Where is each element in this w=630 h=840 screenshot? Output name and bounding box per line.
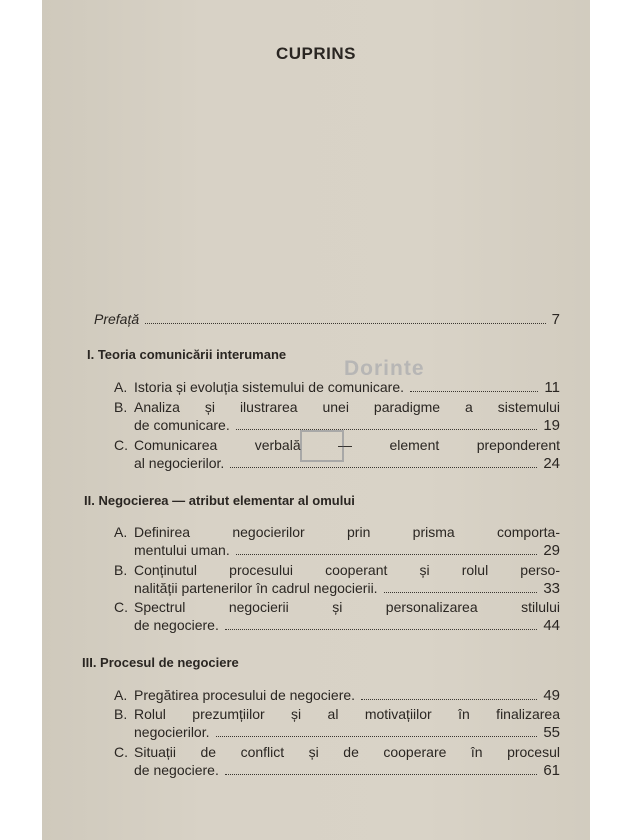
entry-letter: C.	[114, 437, 128, 453]
entry-letter: B.	[114, 562, 128, 578]
watermark: Dorinte	[344, 357, 425, 380]
leader-dots	[384, 592, 538, 593]
entry-letter: A.	[114, 524, 128, 540]
entry-text: Conținutul procesului cooperant și rolul perso-	[134, 562, 560, 578]
entry-letter: A.	[114, 379, 128, 395]
preface-page: 7	[551, 311, 560, 328]
entry-text: Rolul prezumțiilor și al motivațiilor în finalizarea	[134, 706, 560, 722]
entry-text: Definirea negocierilor prin prisma comporta-	[134, 524, 560, 540]
leader-dots	[225, 774, 537, 775]
entry-text: nalității partenerilor în cadrul negocierii.	[134, 580, 378, 596]
chapter-heading: II. Negocierea — atribut elementar al omului	[84, 493, 355, 508]
leader-dots	[236, 429, 538, 430]
entry-letter: A.	[114, 687, 128, 703]
entry-text: Istoria și evoluția sistemului de comunicare.	[134, 379, 405, 395]
entry-page: 11	[544, 379, 560, 396]
entry-text: Spectrul negocierii și personalizarea stilului	[134, 599, 560, 615]
entry-page: 55	[543, 724, 560, 741]
entry-text: al negocierilor.	[134, 455, 225, 471]
entry-text: de comunicare.	[134, 417, 230, 433]
entry-text: Situații de conflict și de cooperare în procesul	[134, 744, 560, 760]
preface-label: Prefață	[94, 311, 140, 327]
entry-text: Comunicarea verbală — element preponderent	[134, 437, 560, 453]
leader-dots	[145, 323, 546, 324]
book-page	[42, 0, 590, 840]
entry-letter: B.	[114, 706, 128, 722]
entry-page: 49	[543, 687, 560, 704]
chapter-heading: III. Procesul de negociere	[82, 655, 239, 670]
entry-text: Analiza și ilustrarea unei paradigme a sistemului	[134, 399, 560, 415]
leader-dots	[216, 736, 538, 737]
entry-letter: C.	[114, 599, 128, 615]
leader-dots	[236, 554, 538, 555]
leader-dots	[230, 467, 537, 468]
leader-dots	[225, 629, 537, 630]
leader-dots	[410, 391, 538, 392]
entry-page: 33	[543, 580, 560, 597]
entry-page: 44	[543, 617, 560, 634]
entry-text: de negociere.	[134, 762, 219, 778]
chapter-heading: I. Teoria comunicării interumane	[87, 347, 287, 362]
entry-text: Pregătirea procesului de negociere.	[134, 687, 356, 703]
entry-letter: B.	[114, 399, 128, 415]
entry-page: 29	[543, 542, 560, 559]
entry-page: 24	[543, 455, 560, 472]
leader-dots	[361, 699, 537, 700]
page-title: CUPRINS	[275, 44, 356, 63]
entry-page: 19	[543, 417, 560, 434]
entry-letter: C.	[114, 744, 128, 760]
entry-text: de negociere.	[134, 617, 219, 633]
entry-text: mentului uman.	[134, 542, 230, 558]
watermark-frame	[300, 430, 344, 462]
entry-page: 61	[543, 762, 560, 779]
entry-text: negocierilor.	[134, 724, 210, 740]
